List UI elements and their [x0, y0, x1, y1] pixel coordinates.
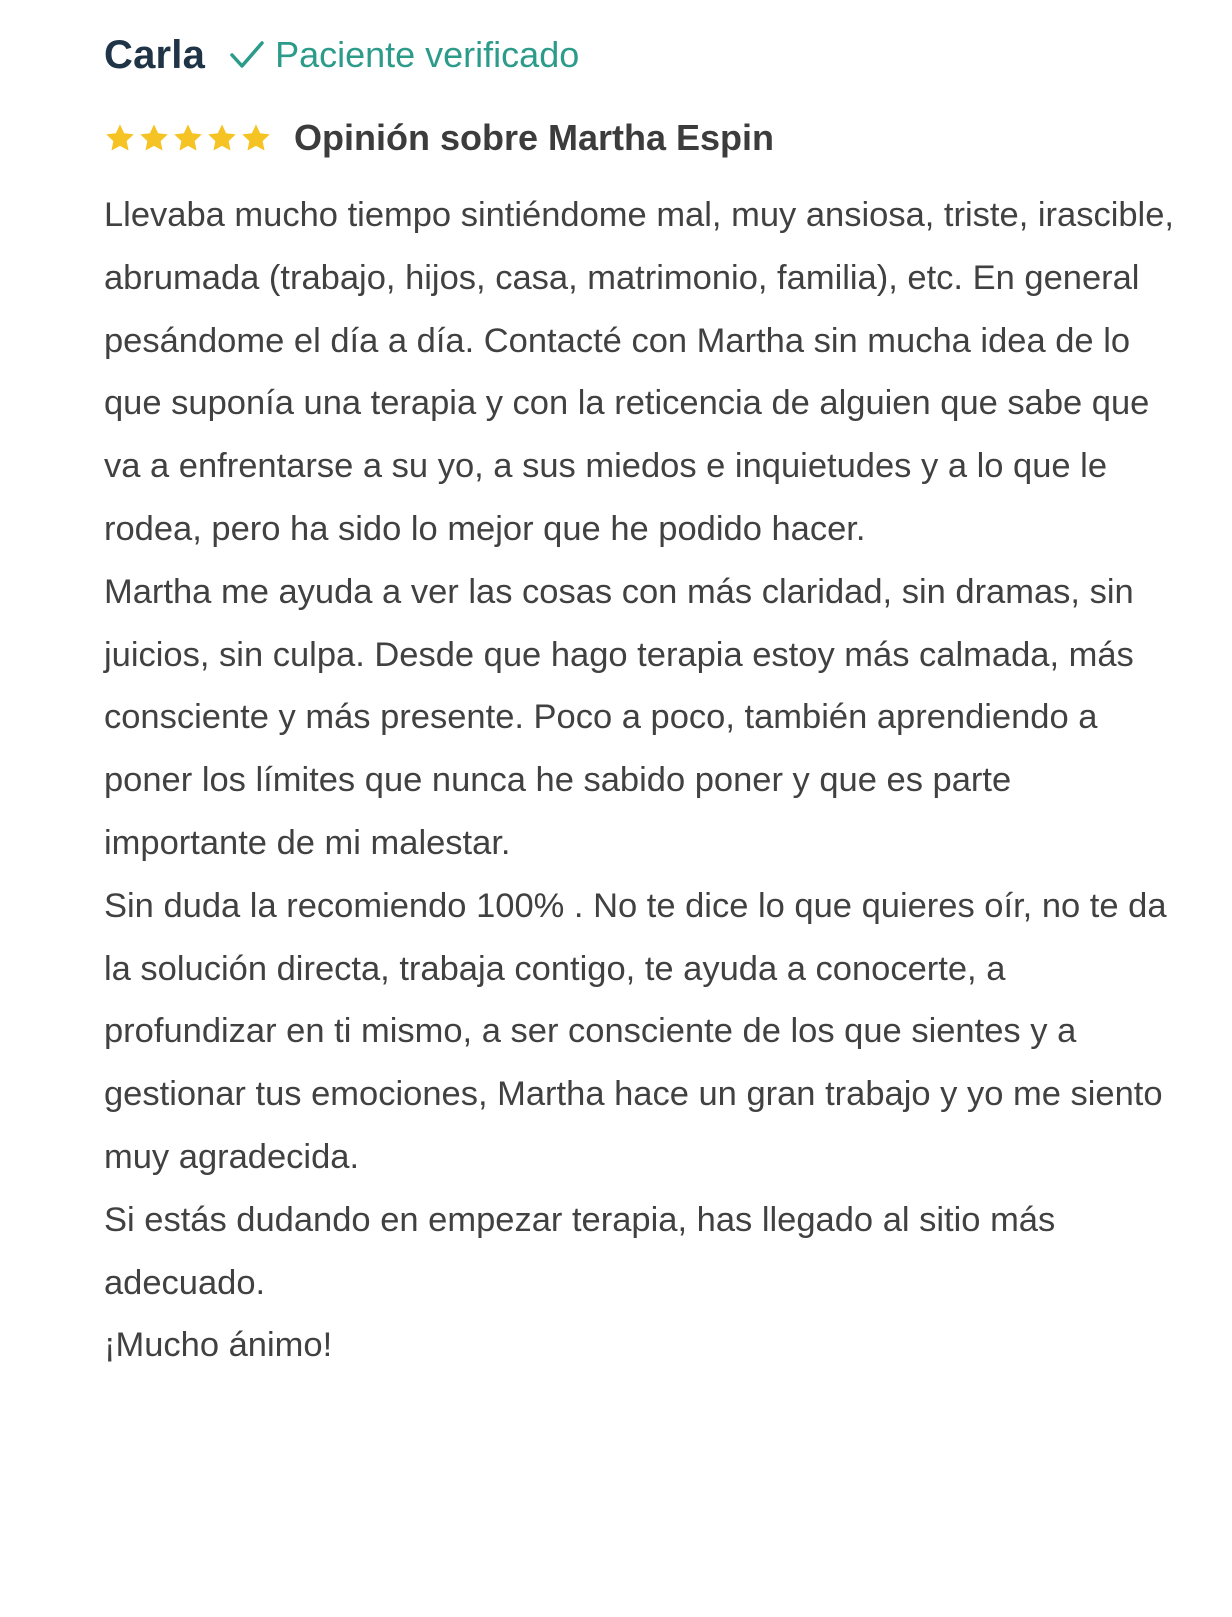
star-icon [172, 122, 204, 154]
review-title: Opinión sobre Martha Espin [294, 117, 775, 158]
star-rating [104, 122, 274, 154]
rating-row [104, 110, 1184, 166]
review-paragraph: Si estás dudando en empezar terapia, has llegado al sitio más adecuado. [104, 1200, 1056, 1302]
review-paragraph: Llevaba mucho tiempo sintiéndome mal, muy ansiosa, triste, irascible, abrumada (trabajo, hijos, casa, matrimonio, familia), etc. En general pesándome el día a día. Contacté con Martha sin mucha idea de lo que suponía una terapia y con la reticencia de alguien que sabe que va a enfrentarse a su yo, a sus miedos e inquietudes y a lo que le rodea, pero ha sido lo mejor que he podido hacer. [104, 196, 1174, 548]
star-icon [138, 122, 170, 154]
review-paragraph: Martha me ayuda a ver las cosas con más claridad, sin dramas, sin juicios, sin culpa. Desde que hago terapia estoy más calmada, más consciente y más presente. Poco a poco, también aprendiendo a poner los límites que nunca he sabido poner y que es parte importante de mi malestar. [104, 572, 1134, 862]
star-icon [240, 122, 272, 154]
review-card [104, 22, 1184, 1377]
star-icon [206, 122, 238, 154]
verified-label: Paciente verificado [275, 34, 580, 75]
check-icon [227, 38, 267, 72]
review-paragraph: Sin duda la recomiendo 100% . No te dice lo que quieres oír, no te da la solución directa, trabaja contigo, te ayuda a conocerte, a profundizar en ti mismo, a ser consciente de los que sientes y a gestionar tus emociones, Martha hace un gran trabajo y yo me siento muy agradecida. [104, 886, 1167, 1176]
author-name: Carla [104, 32, 206, 77]
verified-badge [227, 34, 579, 76]
star-icon [104, 122, 136, 154]
review-header [104, 22, 1184, 88]
review-paragraph: ¡Mucho ánimo! [104, 1326, 333, 1365]
review-body [104, 184, 1174, 1377]
